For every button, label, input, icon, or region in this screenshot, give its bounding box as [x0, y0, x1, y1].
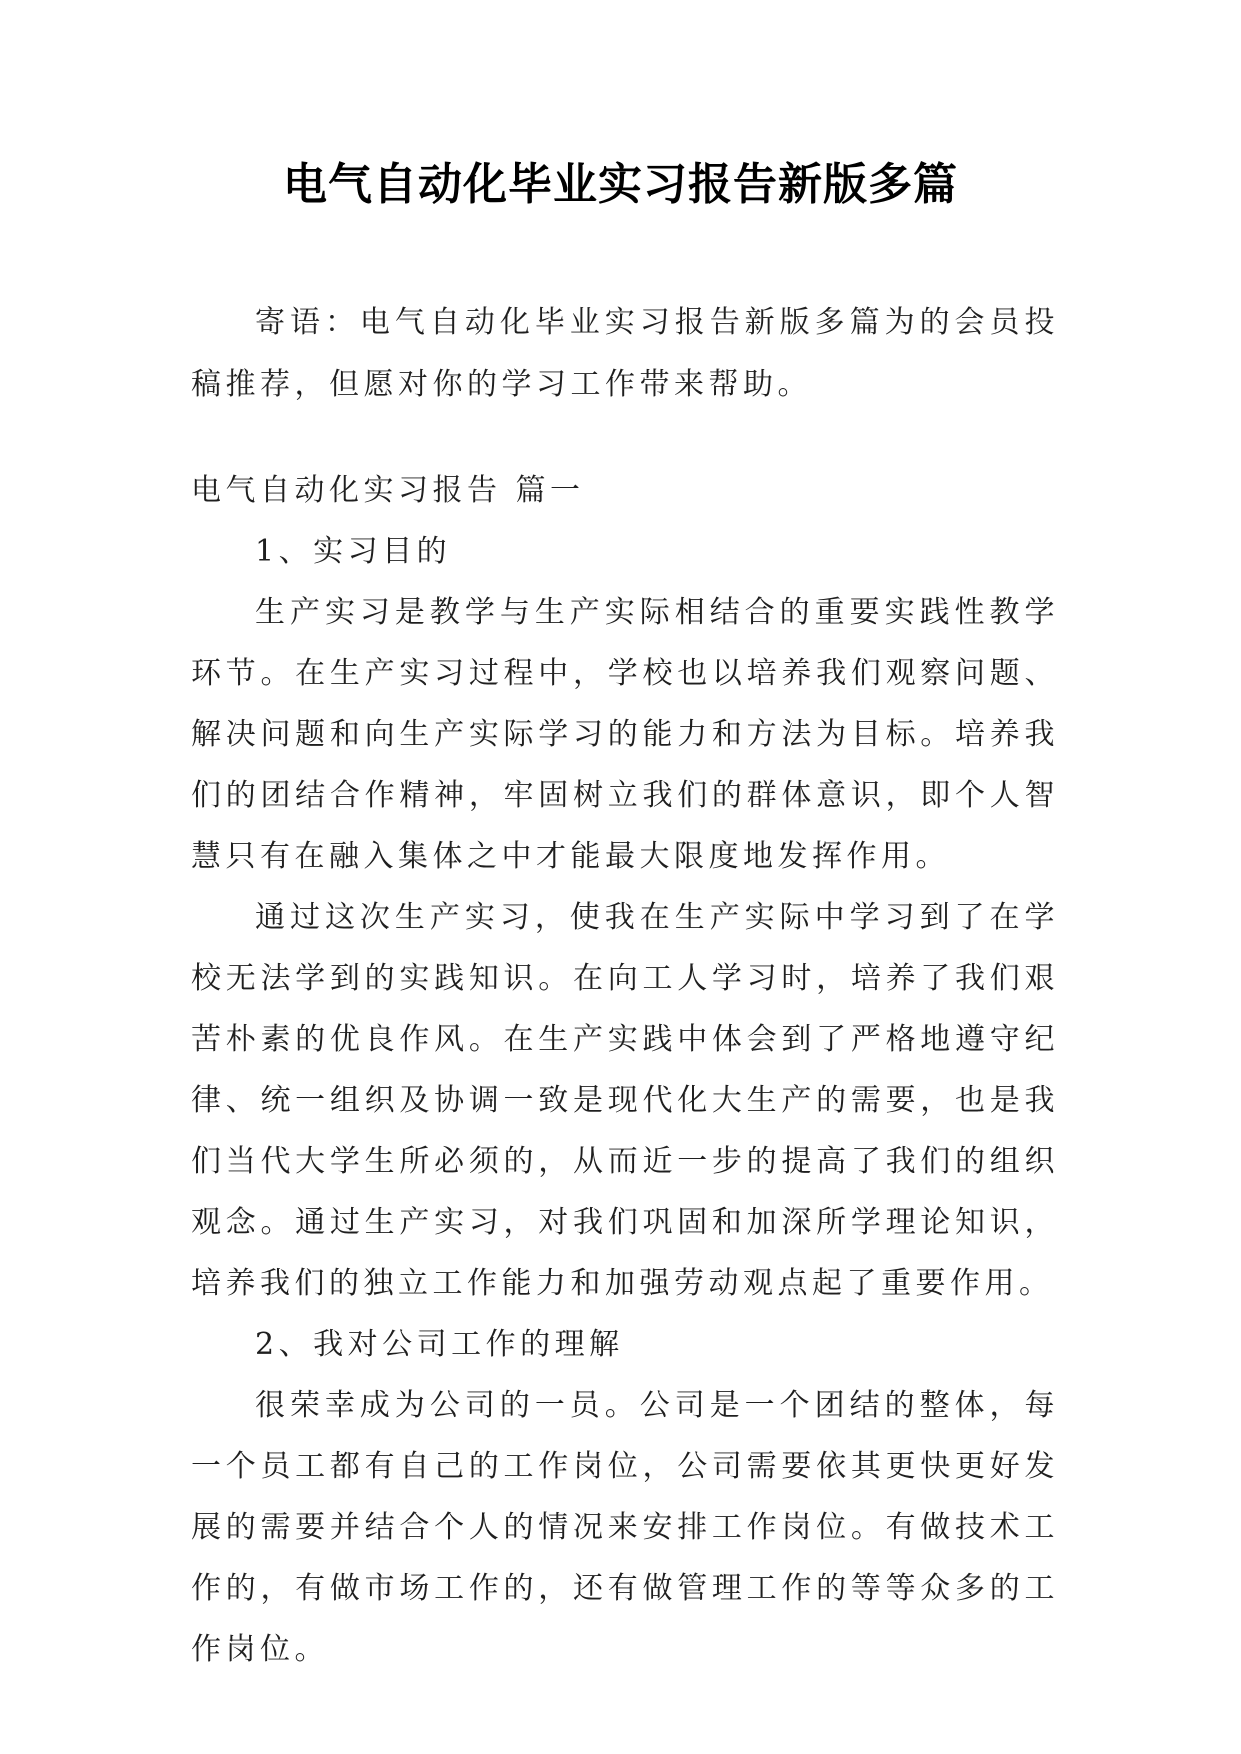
paragraph-purpose: 生产实习是教学与生产实际相结合的重要实践性教学环节。在生产实习过程中，学校也以培养我们观察问题、解决问题和向生产实际学习的能力和方法为目标。培养我们的团结合作精神，牢固树立我们的群体意识，即个人智慧只有在融入集体之中才能最大限度地发挥作用。 [191, 595, 1059, 874]
paragraph-company: 很荣幸成为公司的一员。公司是一个团结的整体，每一个员工都有自己的工作岗位，公司需要依其更快更好发展的需要并结合个人的情况来安排工作岗位。有做技术工作的，有做市场工作的，还有做管理工作的等等众多的工作岗位。 [191, 1388, 1059, 1667]
subheading-company: 2、我对公司工作的理解 [255, 1327, 624, 1362]
paragraph-practice: 通过这次生产实习，使我在生产实际中学习到了在学校无法学到的实践知识。在向工人学习时，培养了我们艰苦朴素的优良作风。在生产实践中体会到了严格地遵守纪律、统一组织及协调一致是现代化大生产的需要，也是我们当代大学生所必须的，从而近一步的提高了我们的组织观念。通过生产实习，对我们巩固和加深所学理论知识，培养我们的独立工作能力和加强劳动观点起了重要作用。 [191, 900, 1059, 1301]
document-title: 电气自动化毕业实习报告新版多篇 [283, 159, 958, 210]
report-body [191, 460, 1059, 1680]
intro-block [191, 292, 1059, 416]
intro-paragraph: 寄语：电气自动化毕业实习报告新版多篇为的会员投稿推荐，但愿对你的学习工作带来帮助。 [191, 305, 1059, 402]
subheading-purpose: 1、实习目的 [255, 534, 452, 569]
section-heading: 电气自动化实习报告 篇一 [191, 473, 585, 508]
